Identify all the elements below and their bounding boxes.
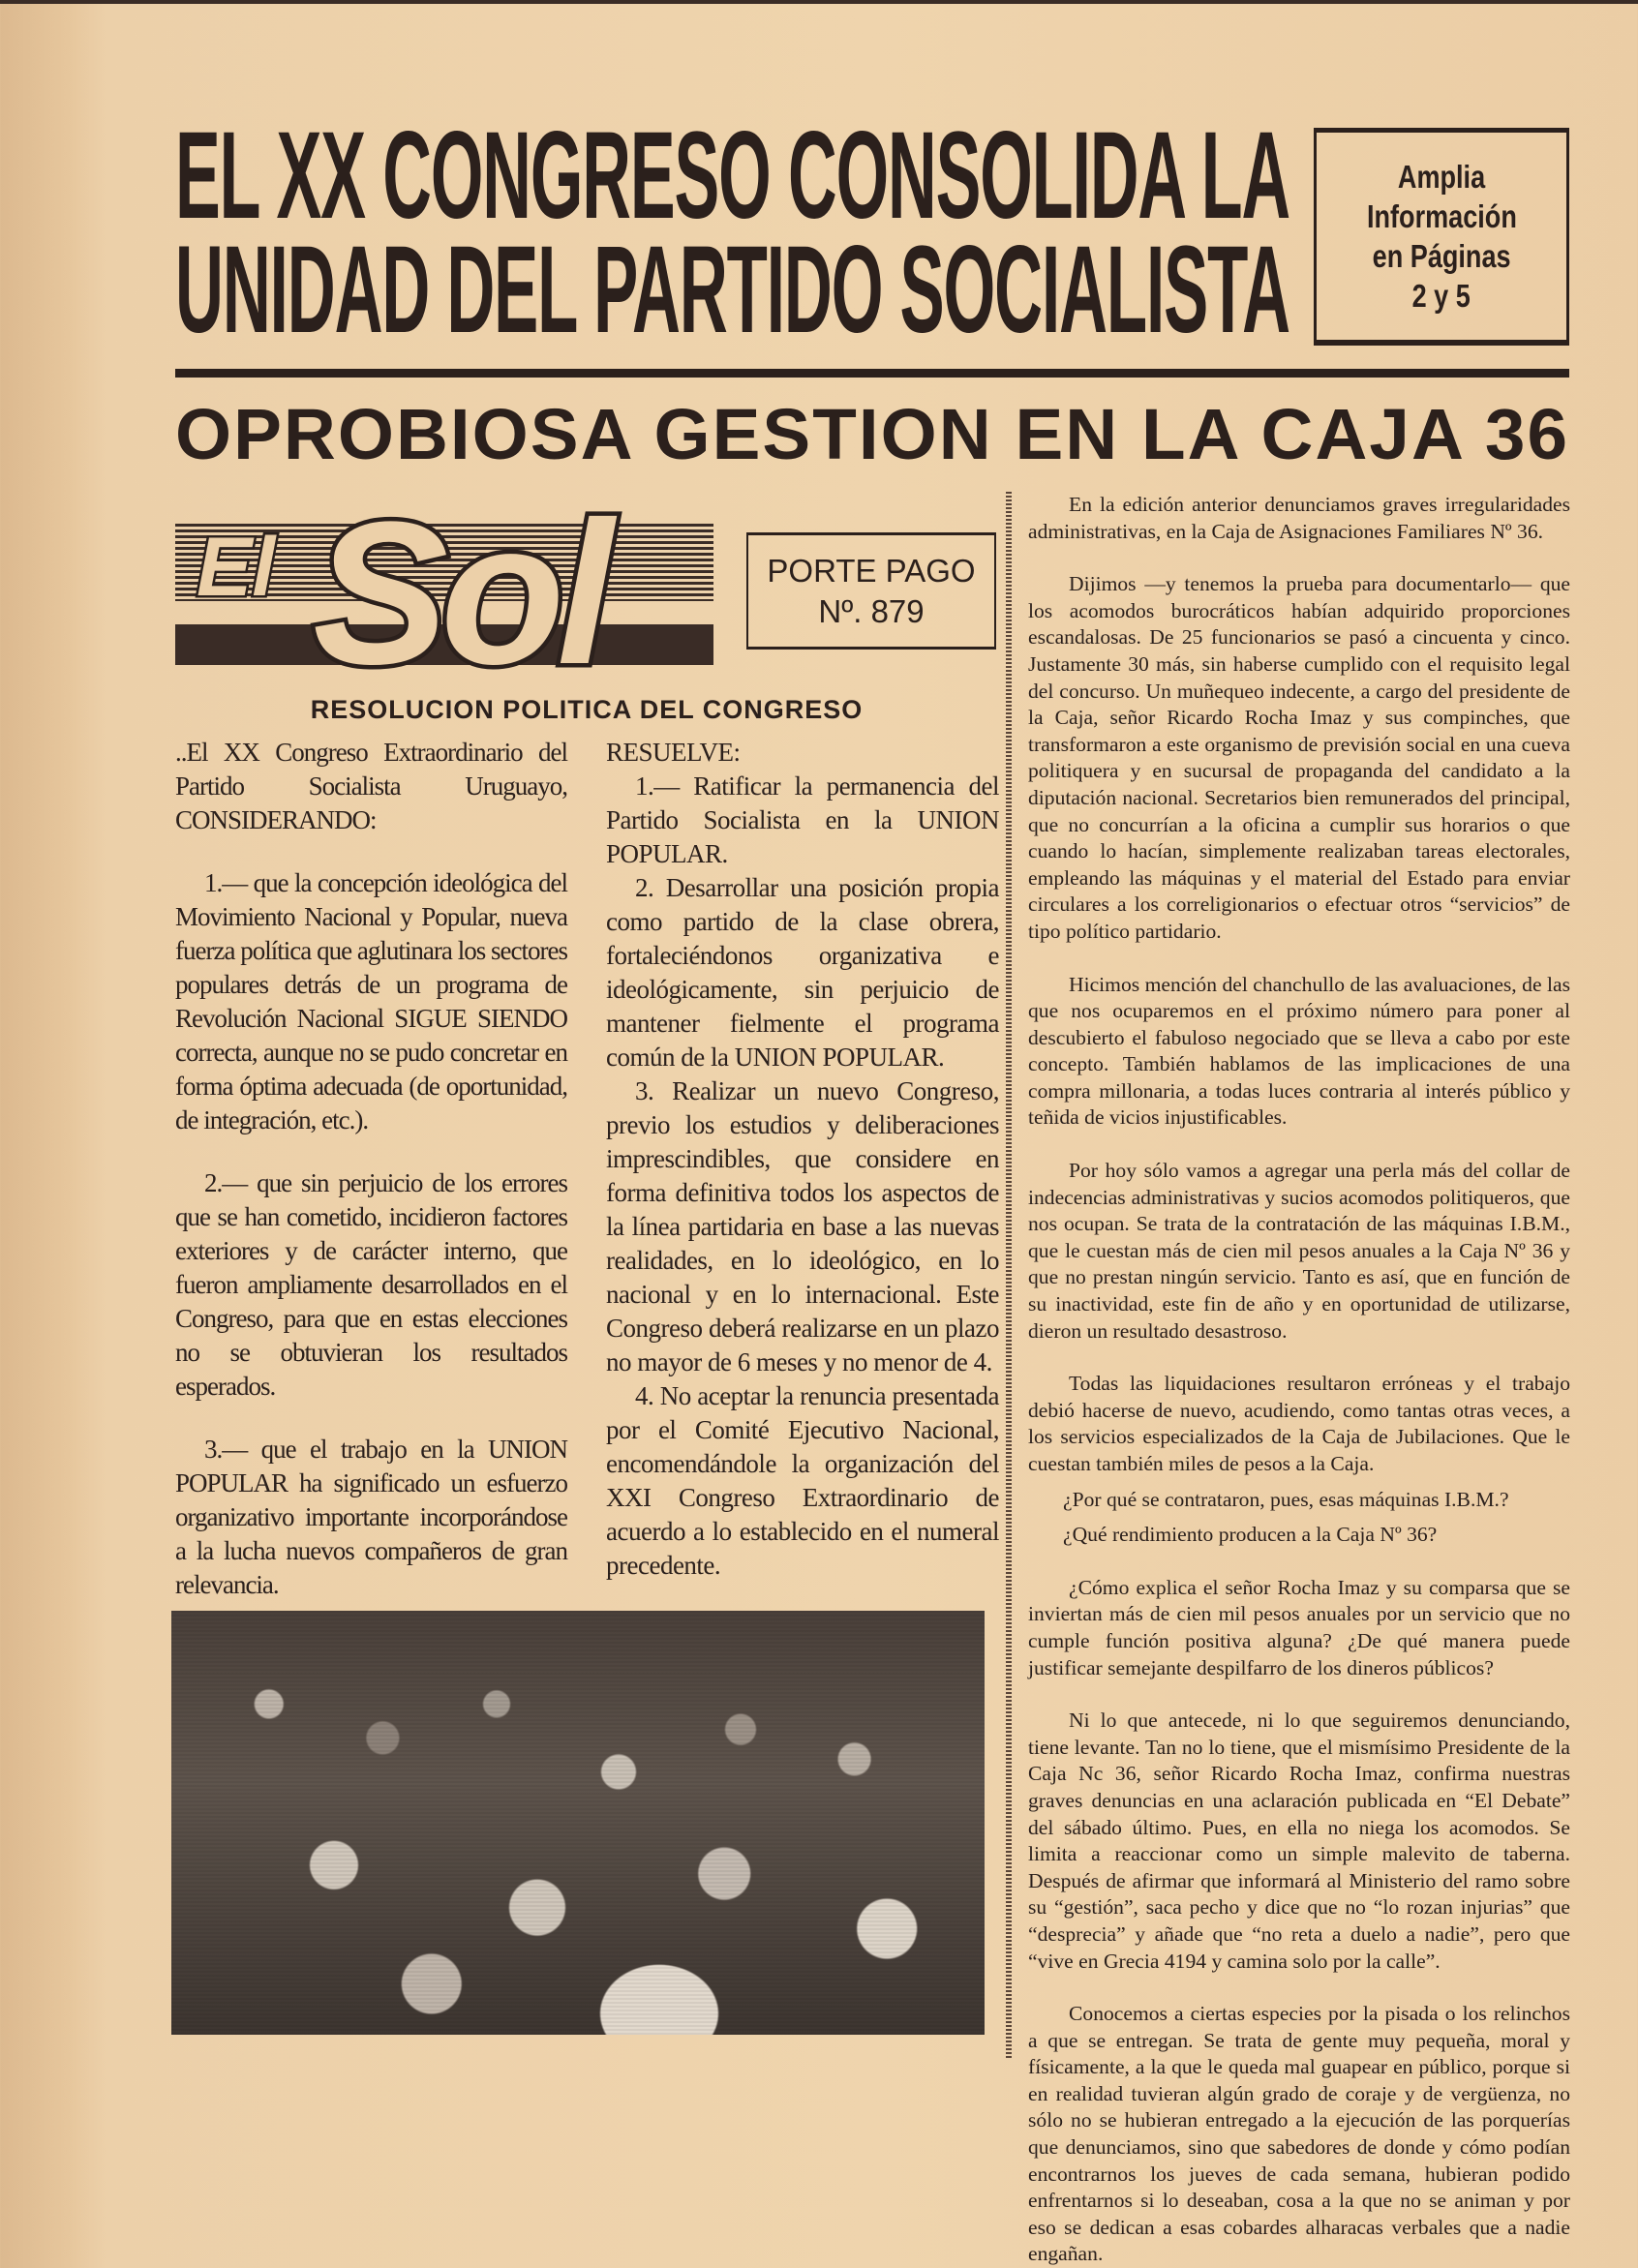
paragraph: Por hoy sólo vamos a agregar una perla más del collar de indecencias administrativas y sucios acomodos politiqueros, que nos ocupan. Se trata de la contratación de las máquinas I.B.M., que le cuestan más de cien mil pesos anuales a la Caja Nº 36 y que no prestan ningún servicio. Tanto es así, que en función de su inactividad, este fin de año y en oportunidad de utilizarse, dieron un resultado desastroso.: [1028, 1159, 1570, 1343]
info-pages-box: [1314, 128, 1569, 346]
congress-crowd-photo: [171, 1611, 985, 2035]
porte-pago-box: [746, 532, 996, 650]
svg-text:Sol: Sol: [313, 500, 606, 680]
el-sol-logo: [175, 500, 717, 680]
paragraph: 2.— que sin perjuicio de los errores que se han cometido, incidieron factores exteriores y de carácter interno, que fueron ampliamente desarrollados en el Congreso, para que en estas elecciones no se obtuvieran los resultados esperados.: [175, 1168, 567, 1401]
paragraph: Conocemos a ciertas especies por la pisada o los relinchos a que se entregan. Se trata de gente muy pequeña, moral y físicamente, a la que le queda mal guapear en público, porque si en realidad tuvieran algún grado de coraje y de vergüenza, no sólo no se hubieran entregado a la ejecución de las porquerías que denunciamos, sino que sabedores de donde y cómo podían encontrarnos los jueves de cada semana, hubieran podido enfrentarnos si lo deseaban, cosa a la que no se animan y por eso se dedican a esas cobardes alharacas verbales que a nadie engañan.: [1028, 2002, 1570, 2266]
column-divider: [1006, 492, 1012, 2060]
resolution-considerando-column: [175, 736, 567, 1602]
horizontal-rule: [175, 369, 1569, 378]
el-sol-logo-graphic: [175, 500, 717, 680]
paragraph: En la edición anterior denunciamos graves irregularidades administrativas, en la Caja de Asignaciones Familiares Nº 36.: [1028, 493, 1570, 543]
paragraph: 1.— que la concepción ideológica del Movimiento Nacional y Popular, nueva fuerza política que aglutinara los sectores populares detrás de un programa de Revolución Nacional SIGUE SIENDO correcta, aunque no se pudo concretar en forma óptima adecuada (de oportunidad, de integración, etc.).: [175, 868, 567, 1134]
question-line: ¿Por qué se contrataron, pues, esas máquinas I.B.M.?: [1063, 1487, 1509, 1511]
paragraph: ¿Cómo explica el señor Rocha Imaz y su comparsa que se inviertan más de cien mil pesos anuales por un servicio que no cumple función positiva alguna? ¿De qué manera puede justificar semejante despilfarro de los dineros públicos?: [1028, 1575, 1570, 1679]
info-box-line: en Páginas: [1372, 238, 1511, 274]
porte-pago-number: Nº. 879: [818, 592, 925, 629]
info-box-line: Información: [1366, 198, 1517, 234]
headline-line-2: UNIDAD DEL PARTIDO SOCIALISTA: [175, 221, 1289, 359]
page-top-edge: [0, 0, 1638, 4]
paragraph: Hicimos mención del chanchullo de las avaluaciones, de las que nos ocuparemos en el próximo número para poner al descubierto el fabuloso negociado que se lleva a cabo por este concepto. También hablamos de las implicaciones de una compra millonaria, a todas luces contraria al interés público y teñida de vicios injustificables.: [1028, 972, 1570, 1130]
sub-headline: [175, 394, 1570, 474]
paragraph: 3. Realizar un nuevo Congreso, previo los estudios y deliberaciones imprescindibles, que considere en forma definitiva todos los aspectos de la línea partidaria en base a las nuevas realidades, en lo ideológico, en lo nacional y en lo internacional. Este Congreso deberá realizarse en un plazo no mayor de 6 meses y no menor de 4.: [606, 1076, 999, 1376]
resolution-title: RESOLUCION POLITICA DEL CONGRESO: [310, 695, 864, 724]
photo-halftone: [171, 1611, 985, 2035]
info-box-line: 2 y 5: [1411, 278, 1471, 314]
paragraph: 4. No aceptar la renuncia presentada por el Comité Ejecutivo Nacional, encomendándole la organización del XXI Congreso Extraordinario de acuerdo a lo establecido en el numeral precedente.: [606, 1381, 999, 1580]
paragraph: Ni lo que antecede, ni lo que seguiremos denunciando, tiene levante. Tan no lo tiene, que el mismísimo Presidente de la Caja Nc 36, señor Ricardo Rocha Imaz, confirma nuestras graves denuncias en una aclaración publicada en “El Debate” del sábado último. Pues, en ella no niega los acomodos. Se limita a reaccionar como un simple malevito de taberna. Después de afirmar que informará al Ministerio del ramo sobre su “gestión”, saca pecho y dice que no “lo rozan injurias” que “desprecia” y añade que “no reta a duelo a nadie”, pero que “vive en Grecia 4194 y camina solo por la calle”.: [1028, 1709, 1570, 1973]
paragraph: Todas las liquidaciones resultaron erróneas y el trabajo debió hacerse de nuevo, acudiendo, como tantas otras veces, a los servicios especializados de la Caja de Jubilaciones. Que le cuestan también miles de pesos a la Caja.: [1028, 1372, 1570, 1475]
paragraph: 2. Desarrollar una posición propia como partido de la clase obrera, fortaleciéndonos organizativa e ideológicamente, sin perjuicio de mantener fielmente el programa común de la UNION POPULAR.: [606, 873, 999, 1072]
resolution-resuelve-column: [606, 736, 999, 1583]
paragraph: 3.— que el trabajo en la UNION POPULAR ha significado un esfuerzo organizativo importante incorporándose a la lucha nuevos compañeros de gran relevancia.: [175, 1435, 567, 1599]
paragraph: Dijimos —y tenemos la prueba para documentarlo— que los acomodos burocráticos habían adquirido proporciones escandalosas. De 25 funcionarios se pasó a cincuenta y cinco. Justamente 30 más, sin haberse cumplido con el requisito legal del concurso. Un muñequeo indecente, a cargo del presidente de la Caja, señor Ricardo Rocha Imaz y sus compinches, que transformaron a este organismo de previsión social en una cueva politiquera y en sucursal de propaganda del candidato a la diputación nacional. Secretarios bien remunerados del principal, que no concurrían a la oficina a cumplir sus horarios o que cuando lo hacían, simplemente realizaban tareas electorales, empleando las máquinas y el material del Estado para enviar circulares a los correligionarios o efectuar otros “servicios” de tipo político partidario.: [1028, 572, 1570, 943]
question-line: ¿Qué rendimiento producen a la Caja Nº 36?: [1063, 1523, 1438, 1547]
sub-headline-text: OPROBIOSA GESTION EN LA CAJA 36: [175, 394, 1570, 474]
headline-line-1: EL XX CONGRESO CONSOLIDA LA: [175, 106, 1289, 245]
main-headline: [175, 106, 1289, 359]
info-box-line: Amplia: [1397, 159, 1486, 195]
resuelve-heading: RESUELVE:: [606, 738, 741, 767]
paragraph: ..El XX Congreso Extraordinario del Partido Socialista Uruguayo, CONSIDERANDO:: [175, 738, 567, 834]
paragraph: 1.— Ratificar la permanencia del Partido Socialista en la UNION POPULAR.: [606, 771, 999, 868]
article-column: [1028, 492, 1570, 2268]
porte-pago-label: PORTE PAGO: [767, 552, 976, 589]
svg-text:El: El: [197, 521, 276, 614]
